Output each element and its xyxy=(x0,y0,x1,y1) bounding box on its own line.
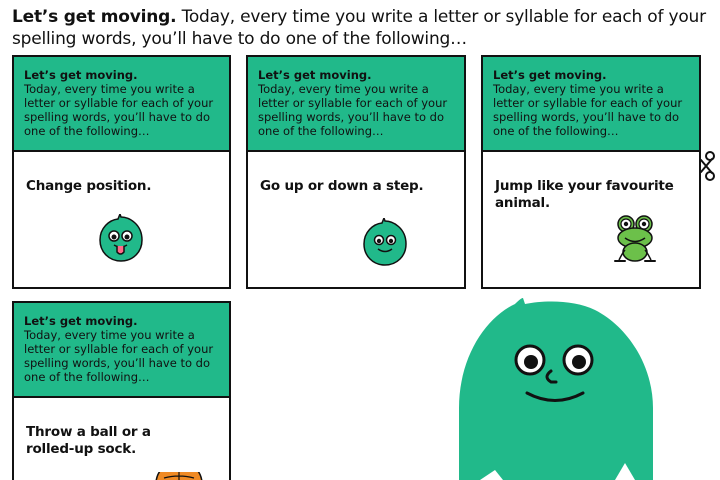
frog-icon xyxy=(611,214,659,264)
scissors-icon xyxy=(699,150,720,182)
card-header-title: Let’s get moving. xyxy=(258,68,372,82)
card-header xyxy=(14,303,229,398)
smiling-mascot-icon xyxy=(360,218,410,268)
card-task: Change position. xyxy=(26,178,152,194)
card-task: Go up or down a step. xyxy=(260,178,424,194)
card-task: Throw a ball or a rolled-up sock. xyxy=(26,424,151,457)
card-header xyxy=(483,57,699,152)
card-header-text: Today, every time you write a letter or syllable for each of your spelling words, you’ll have to do one of the following… xyxy=(258,82,448,138)
large-mascot-icon xyxy=(455,298,655,480)
card-header-title: Let’s get moving. xyxy=(24,314,138,328)
tongue-out-mascot-icon xyxy=(96,214,146,264)
intro-bold: Let’s get moving. xyxy=(12,7,177,27)
card-header-text: Today, every time you write a letter or syllable for each of your spelling words, you’ll have to do one of the following… xyxy=(24,328,214,384)
card-body xyxy=(14,152,229,289)
activity-card-4 xyxy=(12,301,231,480)
activity-card-2 xyxy=(246,55,466,289)
card-header-title: Let’s get moving. xyxy=(24,68,138,82)
card-task: Jump like your favourite animal. xyxy=(495,178,674,211)
card-body xyxy=(248,152,464,289)
intro-text xyxy=(12,6,712,50)
activity-card-3 xyxy=(481,55,701,289)
card-header xyxy=(248,57,464,152)
card-header xyxy=(14,57,229,152)
card-header-text: Today, every time you write a letter or syllable for each of your spelling words, you’ll have to do one of the following… xyxy=(493,82,683,138)
intro-body: Today, every time you write a letter or syllable for each of your spelling words, you’ll have to do one of the following… xyxy=(12,7,706,49)
card-header-text: Today, every time you write a letter or syllable for each of your spelling words, you’ll have to do one of the following… xyxy=(24,82,214,138)
activity-card-1 xyxy=(12,55,231,289)
card-header-title: Let’s get moving. xyxy=(493,68,607,82)
card-body xyxy=(483,152,699,289)
card-body xyxy=(14,398,229,480)
basketball-icon xyxy=(154,472,204,480)
